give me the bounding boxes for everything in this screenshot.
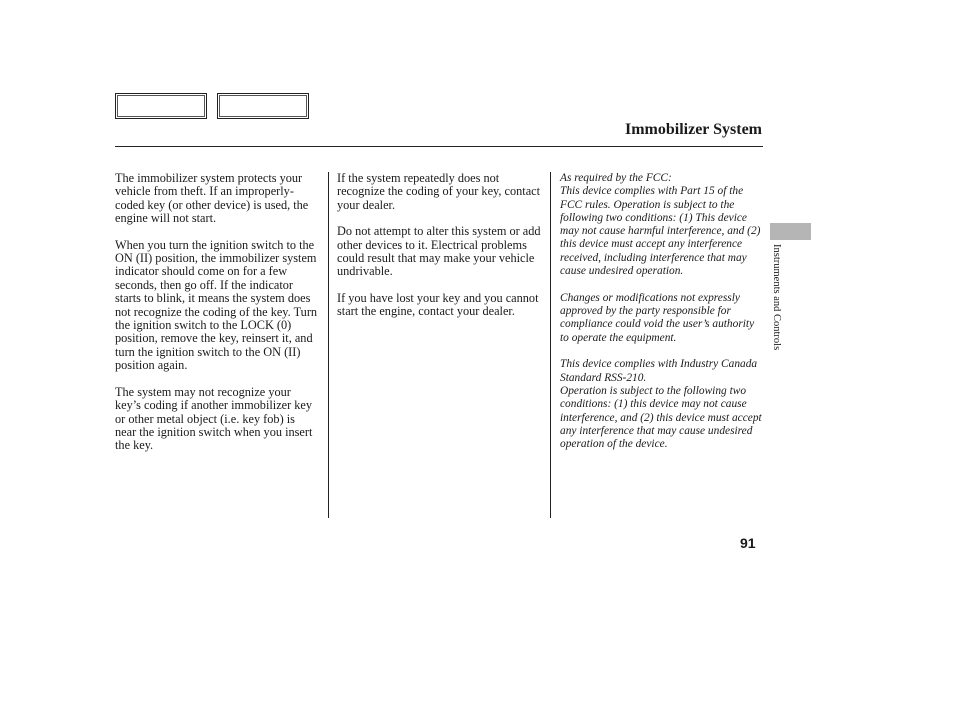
ic-paragraph: This device complies with Industry Canada Standard RSS-210. Operation is subject to the following two conditions: (1) this device may not cause interference, and (2) this device must accept any interference that may cause undesired operation of the device. (560, 358, 762, 451)
text-column-2 (337, 172, 543, 332)
fcc-paragraph: Changes or modifications not expressly approved by the party responsible for compliance could void the user’s authority to operate the equipment. (560, 291, 755, 344)
header-rule (115, 146, 763, 147)
column-divider (550, 172, 551, 518)
paragraph: If the system repeatedly does not recognize the coding of your key, contact your dealer. (337, 171, 541, 212)
paragraph: When you turn the ignition switch to the ON (II) position, the immobilizer system indicator should come on for a few seconds, then go off. If the indicator starts to blink, it means the system does not recognize the coding of the key. Turn the ignition switch to the LOCK (0) position, remove the key, reinsert it, and turn the ignition switch to the ON (II) position again. (115, 237, 318, 373)
page-number: 91 (740, 535, 756, 551)
section-label-text: Instruments and Controls (771, 244, 782, 351)
paragraph: Do not attempt to alter this system or add other devices to it. Electrical problems could result that may make your vehicle undrivable. (337, 224, 541, 279)
page-title: Immobilizer System (624, 121, 762, 138)
fcc-paragraph: As required by the FCC: This device complies with Part 15 of the FCC rules. Operation is subject to the following two conditions: (1) This device may not cause harmful interference, and (2) this device must accept any interference received, including interference that may cause undesired operation. (560, 172, 761, 278)
text-column-1 (115, 172, 319, 466)
next-page-button[interactable] (217, 93, 309, 119)
fcc-notice-column (560, 172, 765, 465)
section-label (768, 244, 786, 374)
paragraph: The system may not recognize your key’s coding if another immobilizer key or other metal object (i.e. key fob) is near the ignition switch when you insert the key. (115, 384, 313, 453)
paragraph: The immobilizer system protects your vehicle from theft. If an improperly-coded key (or other device) is used, the engine will not start. (115, 171, 309, 226)
section-tab[interactable] (770, 223, 811, 240)
column-divider (328, 172, 329, 518)
paragraph: If you have lost your key and you cannot start the engine, contact your dealer. (337, 290, 539, 319)
previous-page-button[interactable] (115, 93, 207, 119)
